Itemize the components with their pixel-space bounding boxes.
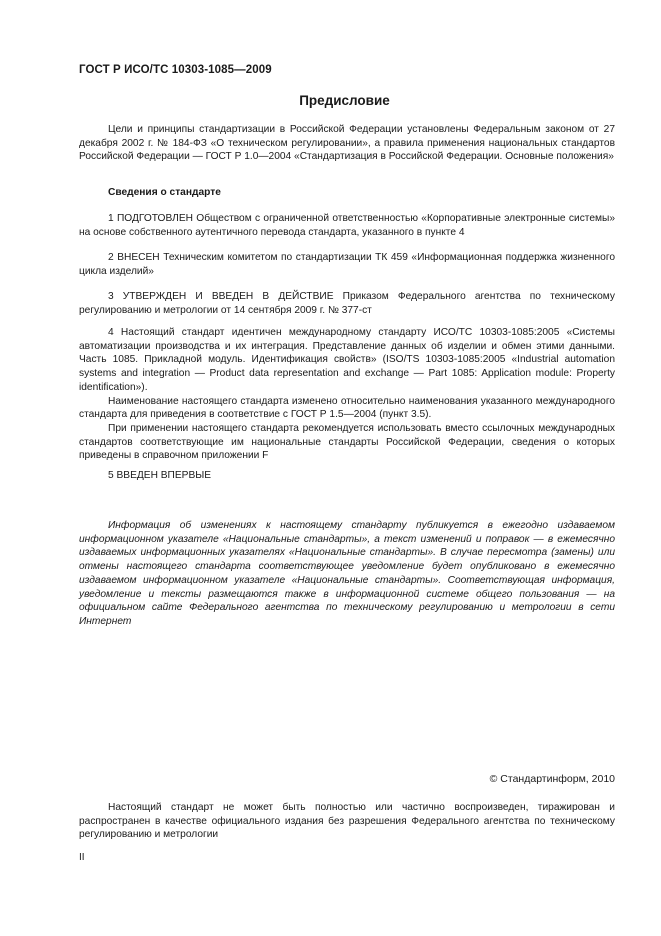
copyright-notice: © Стандартинформ, 2010 [489, 773, 615, 785]
item-5-block [79, 469, 615, 483]
item-5: 5 ВВЕДЕН ВПЕРВЫЕ [108, 470, 212, 481]
reproduction-notice: Настоящий стандарт не может быть полностью или частично воспроизведен, тиражирован и распространен в качестве официального издания без разрешения Федерального агентства по техническому регулированию и метрологии [79, 802, 615, 841]
item-4-note-2: При применении настоящего стандарта рекомендуется использовать вместо ссылочных международных стандартов соответствующие им национальные стандарты Российской Федерации, сведения о которых приведены в справочном приложении F [79, 422, 615, 462]
item-2: 2 ВНЕСЕН Техническим комитетом по стандартизации ТК 459 «Информационная поддержка жизненного цикла изделий» [79, 252, 615, 277]
item-2-block [79, 251, 615, 278]
item-4: 4 Настоящий стандарт идентичен международному стандарту ИСО/ТС 10303-1085:2005 «Системы автоматизации производства и их интеграция. Представление данных об изделии и обмен этими данными. Часть 1085. Прикладной модуль. Идентификация свойств» (ISO/TS 10303-1085:2005 «Industrial automation systems and integration — Product data representation and exchange — Part 1085: Application module: Property identification»). [79, 327, 615, 393]
section-heading: Сведения о стандарте [108, 187, 221, 198]
standard-code-header: ГОСТ Р ИСО/ТС 10303-1085—2009 [79, 64, 272, 76]
page-number: II [79, 852, 85, 863]
intro-paragraph: Цели и принципы стандартизации в Российской Федерации установлены Федеральным законом от 27 декабря 2002 г. № 184-ФЗ «О техническом регулировании», а правила применения национальных стандартов Российской Федерации — ГОСТ Р 1.0—2004 «Стандартизация в Российской Федерации. Основные положения» [79, 124, 615, 163]
section-heading-block [79, 186, 615, 200]
item-1: 1 ПОДГОТОВЛЕН Обществом с ограниченной ответственностью «Корпоративные электронные системы» на основе собственного аутентичного перевода стандарта, указанного в пункте 4 [79, 213, 615, 238]
item-1-block [79, 212, 615, 239]
info-notice-block [79, 519, 615, 629]
item-4-block [79, 326, 615, 463]
intro-block [79, 123, 615, 164]
info-notice: Информация об изменениях к настоящему стандарту публикуется в ежегодно издаваемом информационном указателе «Национальные стандарты», а текст изменений и поправок — в ежемесячно издаваемых информационных указателях «Национальные стандарты». В случае пересмотра (замены) или отмены настоящего стандарта соответствующее уведомление будет опубликовано в ежемесячно издаваемом информационном указателе «Национальные стандарты». Соответствующая информация, уведомление и тексты размещаются также в информационной системе общего пользования — на официальном сайте Федерального агентства по техническому регулированию и метрологии в сети Интернет [79, 520, 615, 627]
item-3-block [79, 290, 615, 317]
reproduction-notice-block [79, 801, 615, 842]
item-3: 3 УТВЕРЖДЕН И ВВЕДЕН В ДЕЙСТВИЕ Приказом Федерального агентства по техническому регулированию и метрологии от 14 сентября 2009 г. № 377-ст [79, 291, 615, 316]
item-4-note-1: Наименование настоящего стандарта изменено относительно наименования указанного международного стандарта для приведения в соответствие с ГОСТ Р 1.5—2004 (пункт 3.5). [79, 395, 615, 421]
page-title: Предисловие [299, 93, 390, 108]
